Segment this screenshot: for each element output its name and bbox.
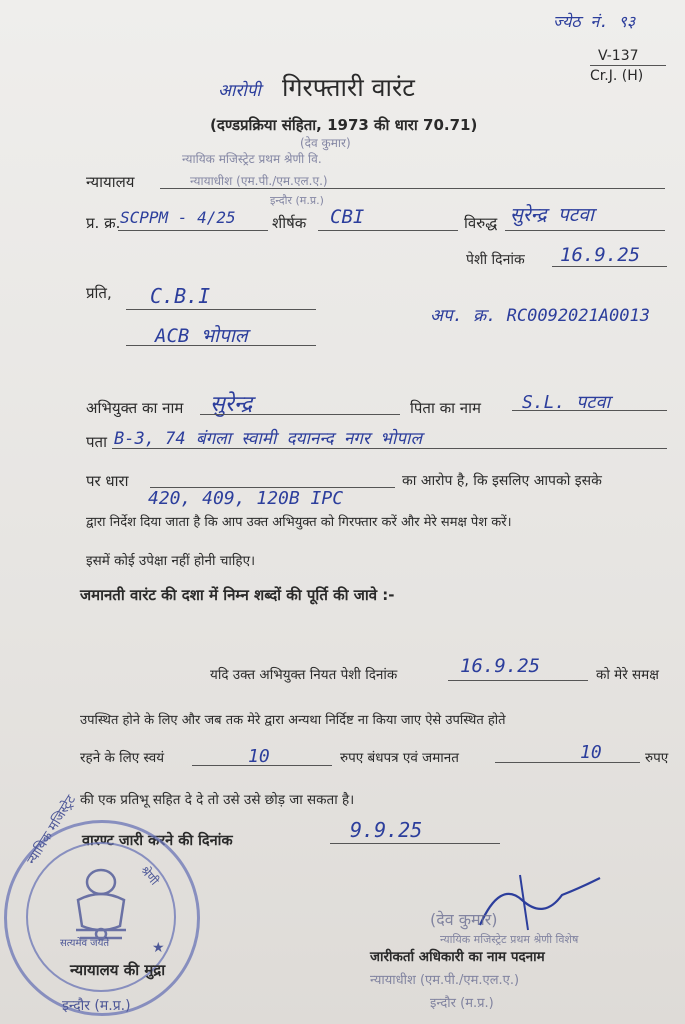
bail-p1-date: 16.9.25 [460,655,541,677]
seal-label: न्यायालय की मुद्रा [70,961,166,979]
handwritten-prefix: आरोपी [218,81,261,101]
accused-name-value: सुरेन्द्र [210,392,253,417]
officer-label: जारीकर्ता अधिकारी का नाम पदनाम [370,949,545,965]
page-title: गिरफ्तारी वारंट [282,73,415,102]
bail-p1-end: को मेरे समक्ष [596,667,659,683]
form-code-1: V-137 [598,48,639,64]
title-value: CBI [330,206,365,228]
case-no-value: SCPPM - 4/25 [120,208,236,227]
accused-name-label: अभियुक्त का नाम [86,399,184,417]
seal-ring-left: न्यायिक मजिस्ट्रेट [24,792,79,868]
bail-p3-start: रहने के लिए स्वयं [80,750,165,766]
address-value: B-3, 74 बंगला स्वामी दयानन्द नगर भोपाल [114,429,422,449]
case-no-label: प्र. क्र. [86,214,121,232]
charge-section-value: 420, 409, 120B IPC [148,488,344,509]
seal-bottom-text: सत्यमेव जयते [60,938,110,949]
vs-value: सुरेन्द्र पटवा [510,204,594,226]
bail-p2: उपस्थित होने के लिए और जब तक मेरे द्वारा अन्यथा निर्दिष्ट ना किया जाए ऐसे उपस्थित होते [80,713,506,728]
court-label: न्यायालय [86,173,135,191]
form-code-2: Cr.J. (H) [590,68,644,84]
father-label: पिता का नाम [410,399,481,417]
bail-p4: की एक प्रतिभू सहित दे दे तो उसे उसे छोड़ जा सकता है। [80,792,355,808]
charge-text-after: का आरोप है, कि इसलिए आपको इसके [402,473,602,489]
court-stamp-3: न्यायाधीश (एम.पी./एम.एल.ए.) [190,174,328,188]
sign-line4: इन्दौर (म.प्र.) [430,996,494,1011]
to-line1: C.B.I [150,284,211,308]
to-ref: अप. क्र. RC0092021A0013 [430,306,650,326]
issue-value: 9.9.25 [350,818,423,842]
top-right-note: ज्येठ नं. ९३ [553,12,636,31]
to-label: प्रति, [86,284,112,302]
sign-name: (देव कुमार) [430,910,498,929]
father-value: S.L. पटवा [522,392,611,413]
title-label: शीर्षक [272,214,307,232]
bail-p3-amount1: 10 [248,746,270,767]
hearing-label: पेशी दिनांक [466,252,525,268]
charge-line3: इसमें कोई उपेक्षा नहीं होनी चाहिए। [86,553,256,569]
court-stamp-2: न्यायिक मजिस्ट्रेट प्रथम श्रेणी वि. [182,152,322,166]
sign-line2: न्यायिक मजिस्ट्रेट प्रथम श्रेणी विशेष [440,933,579,946]
bail-p3-end: रुपए [645,750,669,766]
sign-line3: न्यायाधीश (एम.पी./एम.एल.ए.) [370,973,520,988]
hearing-value: 16.9.25 [560,244,641,266]
seal-bottom2: इन्दौर (म.प्र.) [62,998,131,1014]
charge-line2: द्वारा निर्देश दिया जाता है कि आप उक्त अभियुक्त को गिरफ्तार करें और मेरे समक्ष पेश करें। [86,515,512,530]
court-stamp-4: इन्दौर (म.प्र.) [270,194,324,207]
charge-section-label: पर धारा [86,472,129,490]
bail-heading: जमानती वारंट की दशा में निम्न शब्दों की पूर्ति की जावे :- [80,586,395,604]
bail-p3-mid: रुपए बंधपत्र एवं जमानत [340,750,459,766]
seal-star-icon: ★ [152,940,165,956]
court-stamp-1: (देव कुमार) [300,136,351,150]
address-label: पता [86,433,107,451]
seal-ring-right: श्रेणी [137,863,162,888]
bail-p1-start: यदि उक्त अभियुक्त नियत पेशी दिनांक [210,667,398,683]
bail-p3-amount2: 10 [580,742,602,763]
issue-label: वारण्ट जारी करने की दिनांक [82,833,233,849]
page-subtitle: (दण्डप्रक्रिया संहिता, 1973 की धारा 70.71) [210,116,478,134]
to-line2: ACB भोपाल [155,325,248,347]
vs-label: विरुद्ध [464,214,498,232]
